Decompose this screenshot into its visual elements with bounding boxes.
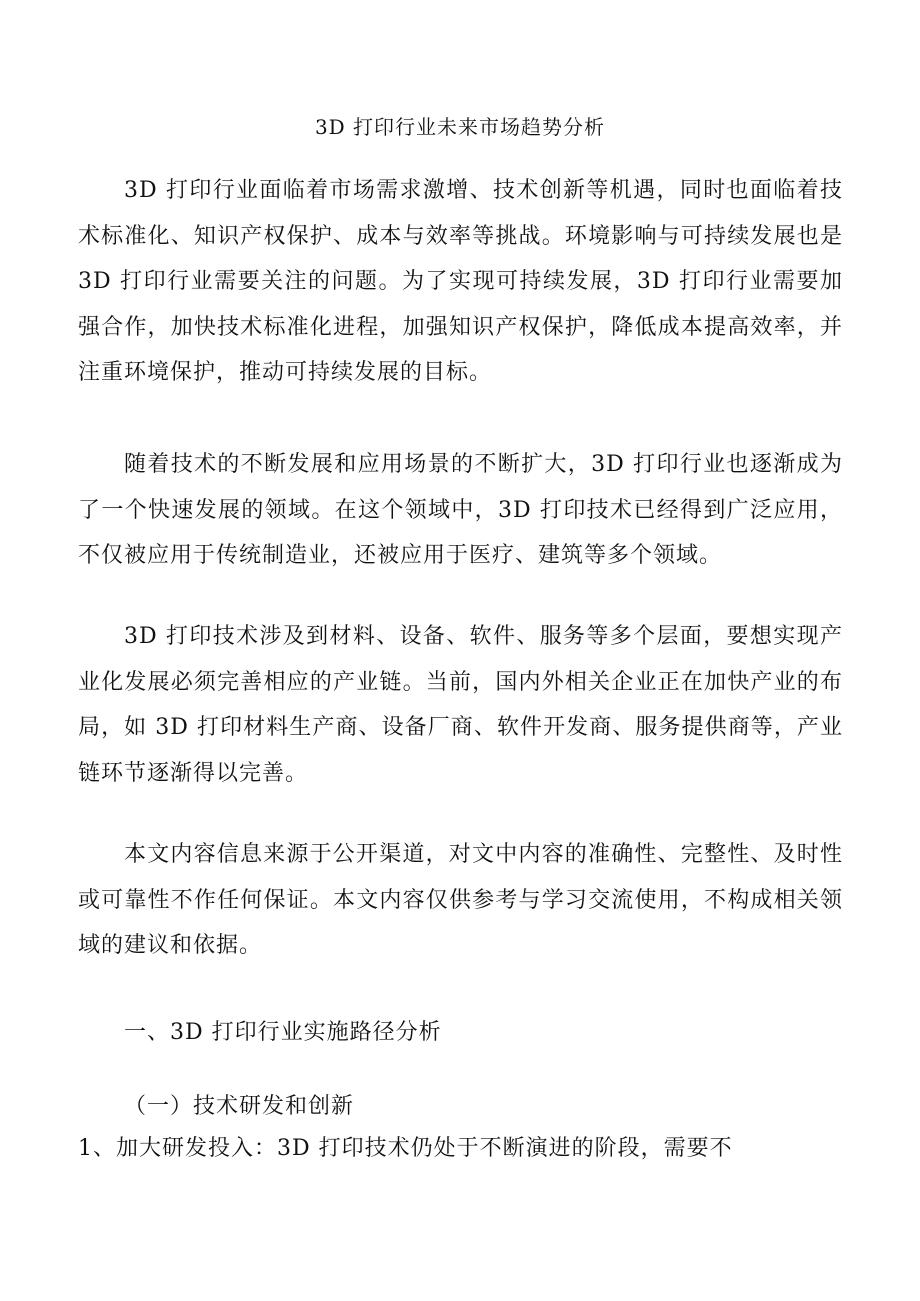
paragraph-disclaimer: 本文内容信息来源于公开渠道，对文中内容的准确性、完整性、及时性或可靠性不作任何保证。本文内容仅供参考与学习交流使用，不构成相关领域的建议和依据。 <box>78 842 843 958</box>
paragraph-industry-chain: 3D 打印技术涉及到材料、设备、软件、服务等多个层面，要想实现产业化发展必须完善相应的产业链。当前，国内外相关企业正在加快产业的布局，如 3D 打印材料生产商、设备厂商、软件开发商、服务提供商等，产业链环节逐渐得以完善。 <box>78 624 843 786</box>
section-heading: 一、3D 打印行业实施路径分析 <box>124 1020 442 1045</box>
subsection-heading: （一）技术研发和创新 <box>124 1094 355 1119</box>
paragraph-development: 随着技术的不断发展和应用场景的不断扩大，3D 打印行业也逐渐成为了一个快速发展的领域。在这个领域中，3D 打印技术已经得到广泛应用，不仅被应用于传统制造业，还被应用于医疗、建筑等多个领域。 <box>78 452 843 568</box>
paragraph-opportunities-challenges: 3D 打印行业面临着市场需求激增、技术创新等机遇，同时也面临着技术标准化、知识产权保护、成本与效率等挑战。环境影响与可持续发展也是 3D 打印行业需要关注的问题。为了实现可持续发展，3D 打印行业需要加强合作，加快技术标准化进程，加强知识产权保护，降低成本提高效率，并注重环境保护，推动可持续发展的目标。 <box>78 178 843 385</box>
list-item-1: 1、加大研发投入：3D 打印技术仍处于不断演进的阶段，需要不 <box>78 1136 733 1161</box>
document-title: 3D 打印行业未来市场趋势分析 <box>314 115 606 139</box>
